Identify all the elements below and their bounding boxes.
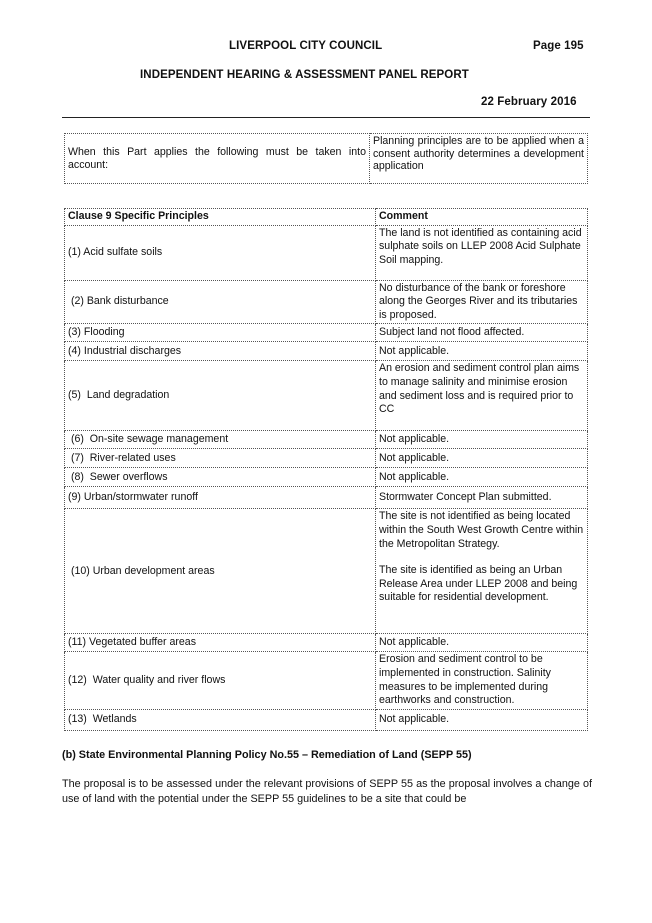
principle-cell: (3) Flooding (65, 324, 376, 342)
intro-left-cell: When this Part applies the following must be taken into account: (65, 134, 370, 184)
comment-cell: Not applicable. (376, 431, 588, 449)
principle-cell: (5) Land degradation (65, 361, 376, 431)
principle-cell: (12) Water quality and river flows (65, 652, 376, 709)
table-row (65, 652, 588, 709)
report-title: INDEPENDENT HEARING & ASSESSMENT PANEL REPORT (140, 69, 469, 81)
table-row (65, 361, 588, 431)
principle-cell: (13) Wetlands (65, 709, 376, 730)
comment-cell: Not applicable. (376, 468, 588, 487)
principle-cell: (8) Sewer overflows (65, 468, 376, 487)
principle-cell: (11) Vegetated buffer areas (65, 634, 376, 652)
table-row (65, 280, 588, 324)
comment-cell: Not applicable. (376, 449, 588, 468)
table-row (65, 431, 588, 449)
council-name: LIVERPOOL CITY COUNCIL (229, 40, 383, 52)
comment-cell: Not applicable. (376, 634, 588, 652)
table-row (65, 487, 588, 509)
table-row (65, 324, 588, 342)
header-comment: Comment (376, 209, 588, 226)
comment-cell: Not applicable. (376, 342, 588, 361)
table-row (65, 342, 588, 361)
clause-9-table (64, 208, 588, 731)
comment-cell (376, 509, 588, 634)
intro-right-cell: Planning principles are to be applied when a consent authority determines a development application (370, 134, 588, 184)
table-row (65, 509, 588, 634)
table-row (65, 709, 588, 730)
comment-cell: Subject land not flood affected. (376, 324, 588, 342)
principle-cell: (2) Bank disturbance (65, 280, 376, 324)
table-row (65, 468, 588, 487)
principle-cell: (7) River-related uses (65, 449, 376, 468)
table-row (65, 449, 588, 468)
section-heading: (b) State Environmental Planning Policy No.55 – Remediation of Land (SEPP 55) (62, 749, 472, 761)
comment-cell: No disturbance of the bank or foreshore along the Georges River and its tributaries is proposed. (376, 280, 588, 324)
principle-cell: (1) Acid sulfate soils (65, 225, 376, 280)
intro-table (64, 133, 588, 184)
principle-cell: (9) Urban/stormwater runoff (65, 487, 376, 509)
header-rule (62, 117, 590, 118)
comment-paragraph: The site is not identified as being located within the South West Growth Centre within the Metropolitan Strategy. (379, 510, 584, 550)
principle-cell: (4) Industrial discharges (65, 342, 376, 361)
table-row (65, 225, 588, 280)
comment-cell: An erosion and sediment control plan aims to manage salinity and minimise erosion and sediment loss and is required prior to CC (376, 361, 588, 431)
page-number: Page 195 (533, 40, 584, 52)
principle-cell: (10) Urban development areas (65, 509, 376, 634)
report-date: 22 February 2016 (481, 96, 577, 108)
table-header-row (65, 209, 588, 226)
comment-cell: Erosion and sediment control to be implemented in construction. Salinity measures to be implemented during earthworks and construction. (376, 652, 588, 709)
table-row (65, 634, 588, 652)
comment-cell: Not applicable. (376, 709, 588, 730)
header-principle: Clause 9 Specific Principles (65, 209, 376, 226)
comment-cell: Stormwater Concept Plan submitted. (376, 487, 588, 509)
principle-cell: (6) On-site sewage management (65, 431, 376, 449)
comment-paragraph: The site is identified as being an Urban Release Area under LLEP 2008 and being suitable for residential development. (379, 564, 578, 604)
body-paragraph: The proposal is to be assessed under the relevant provisions of SEPP 55 as the proposal involves a change of use of land with the potential under the SEPP 55 guidelines to be a site that could be (62, 778, 592, 805)
comment-cell: The land is not identified as containing acid sulphate soils on LLEP 2008 Acid Sulphate Soil mapping. (376, 225, 588, 280)
